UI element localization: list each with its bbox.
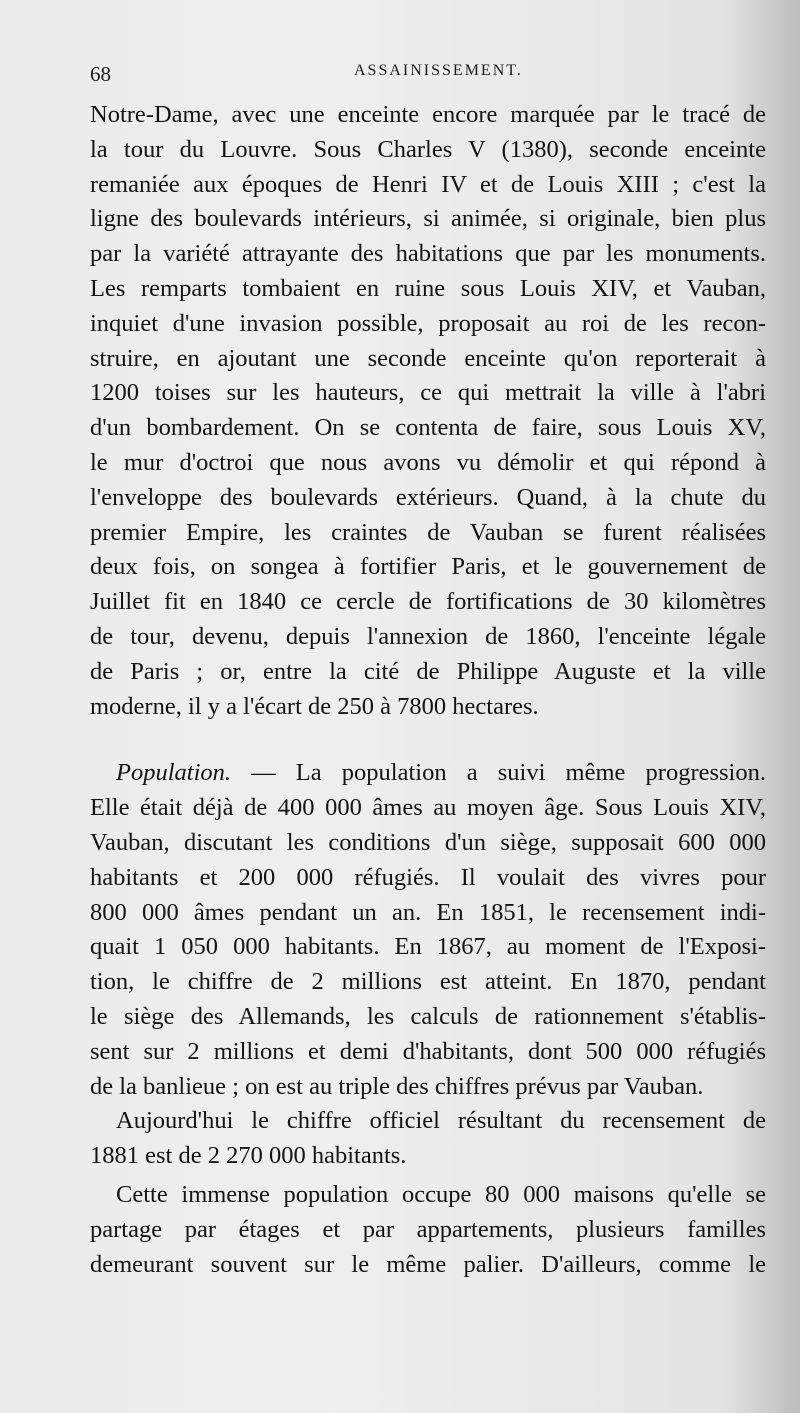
text-line: Notre-Dame, avec une enceinte encore marquée par le tracé de [90, 101, 766, 128]
text-line: d'un bombardement. On se contenta de faire, sous Louis XV, [90, 414, 766, 442]
text-line: partage par étages et par appartements, plusieurs familles [90, 1215, 766, 1243]
text-line: Aujourd'hui le chiffre officiel résultant du recensement de [116, 1107, 766, 1135]
text-line: Vauban, discutant les conditions d'un siège, supposait 600 000 [90, 828, 766, 856]
text-line: par la variété attrayante des habitations que par les monuments. [90, 240, 766, 268]
text-line [90, 756, 766, 791]
text-line: de Paris ; or, entre la cité de Philippe Auguste et la ville [90, 657, 766, 685]
text-line: premier Empire, les craintes de Vauban se furent réalisées [90, 518, 766, 546]
text-line: Juillet fit en 1840 ce cercle de fortifications de 30 kilomètres [90, 588, 766, 616]
text-line: moderne, il y a l'écart de 250 à 7800 hectares. [90, 692, 539, 720]
page-number: 68 [90, 62, 111, 86]
text-line: 1200 toises sur les hauteurs, ce qui mettrait la ville à l'abri [90, 379, 766, 407]
text-line: de tour, devenu, depuis l'annexion de 1860, l'enceinte légale [90, 622, 766, 650]
text-line: Les remparts tombaient en ruine sous Louis XIV, et Vauban, [90, 274, 766, 302]
paragraph-fortifications [90, 98, 766, 724]
text-line: Elle était déjà de 400 000 âmes au moyen âge. Sous Louis XIV, [90, 794, 766, 822]
paragraph-census-1881 [90, 1104, 766, 1174]
text-line: ligne des boulevards intérieurs, si animée, si originale, bien plus [90, 205, 766, 233]
text-line: de la banlieue ; on est au triple des chiffres prévus par Vauban. [90, 1072, 704, 1100]
body-text [90, 98, 766, 1282]
text-line: deux fois, on songea à fortifier Paris, et le gouvernement de [90, 553, 766, 581]
text-line: habitants et 200 000 réfugiés. Il voulait des vivres pour [90, 863, 766, 891]
paragraph-housing [90, 1178, 766, 1282]
text-line: le siège des Allemands, les calculs de rationnement s'établis- [90, 1002, 766, 1030]
text-line: struire, en ajoutant une seconde enceinte qu'on reporterait à [90, 344, 766, 372]
paragraph-gap [90, 724, 766, 756]
text-line: remaniée aux époques de Henri IV et de Louis XIII ; c'est la [90, 170, 766, 198]
page-header [90, 56, 770, 92]
paragraph-population [90, 756, 766, 1104]
heading-continuation: — La population a suivi même progression. [231, 759, 766, 787]
text-line: quait 1 050 000 habitants. En 1867, au moment de l'Exposi- [90, 933, 766, 961]
text-line: demeurant souvent sur le même palier. D'ailleurs, comme le [90, 1250, 766, 1278]
text-line: le mur d'octroi que nous avons vu démolir et qui répond à [90, 448, 766, 476]
text-line: 800 000 âmes pendant un an. En 1851, le recensement indi- [90, 898, 766, 926]
text-line: sent sur 2 millions et demi d'habitants, dont 500 000 réfugiés [90, 1037, 766, 1065]
text-line: Cette immense population occupe 80 000 maisons qu'elle se [116, 1180, 766, 1208]
text-line: l'enveloppe des boulevards extérieurs. Quand, à la chute du [90, 483, 766, 511]
text-line: 1881 est de 2 270 000 habitants. [90, 1142, 407, 1170]
text-line: inquiet d'une invasion possible, proposait au roi de les recon- [90, 309, 766, 337]
running-head: ASSAINISSEMENT. [354, 62, 523, 79]
section-heading: Population. [116, 759, 232, 787]
text-line: tion, le chiffre de 2 millions est atteint. En 1870, pendant [90, 968, 766, 996]
text-line: la tour du Louvre. Sous Charles V (1380), seconde enceinte [90, 135, 766, 163]
